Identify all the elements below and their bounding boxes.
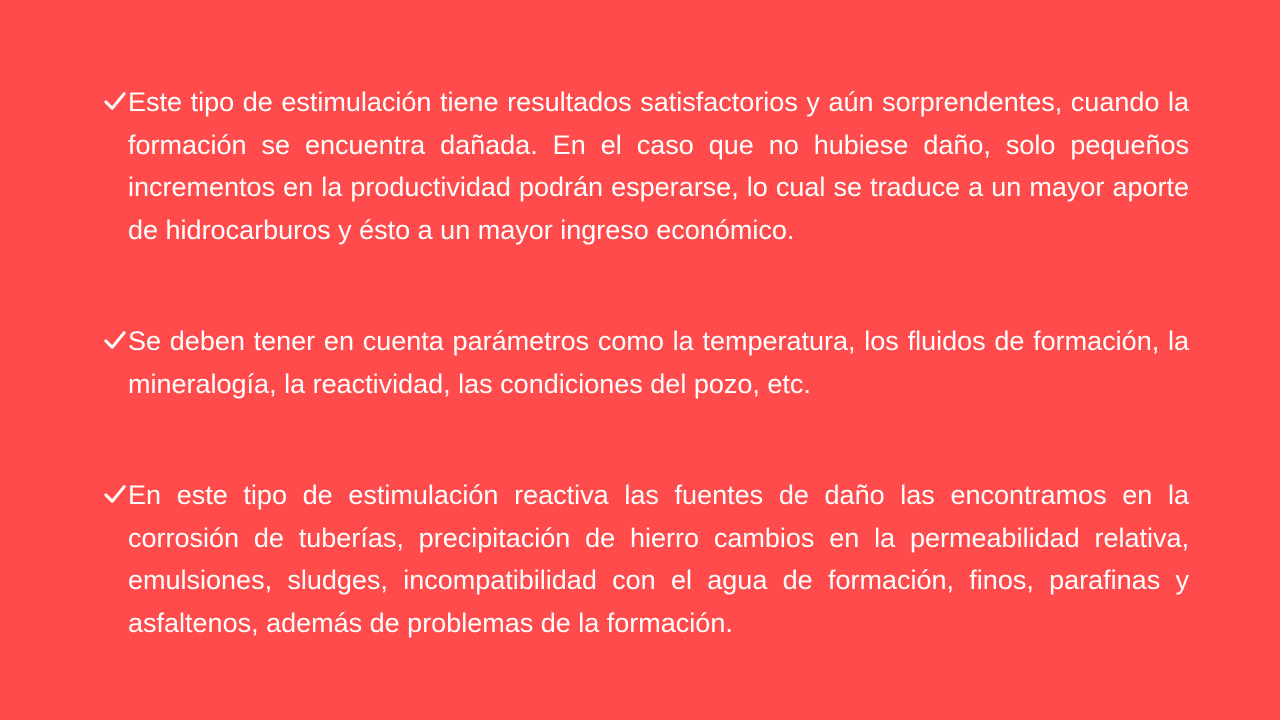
bullet-item-2 bbox=[104, 320, 1189, 405]
checkmark-icon bbox=[104, 81, 128, 121]
checkmark-icon bbox=[104, 320, 128, 360]
checkmark-icon bbox=[104, 474, 128, 514]
bullet-text: En este tipo de estimulación reactiva las fuentes de daño las encontramos en la corrosión de tuberías, precipitación de hierro cambios en la permeabilidad relativa, emulsiones, sludges, incompatibilidad con el agua de formación, finos, parafinas y asfaltenos, además de problemas de la formación. bbox=[128, 480, 1189, 638]
bullet-item-1 bbox=[104, 81, 1189, 251]
bullet-item-3 bbox=[104, 474, 1189, 644]
bullet-text: Se deben tener en cuenta parámetros como la temperatura, los fluidos de formación, la mineralogía, la reactividad, las condiciones del pozo, etc. bbox=[128, 326, 1189, 399]
bullet-text: Este tipo de estimulación tiene resultados satisfactorios y aún sorprendentes, cuando la formación se encuentra dañada. En el caso que no hubiese daño, solo pequeños incrementos en la productividad podrán esperarse, lo cual se traduce a un mayor aporte de hidrocarburos y ésto a un mayor ingreso económico. bbox=[128, 87, 1189, 245]
